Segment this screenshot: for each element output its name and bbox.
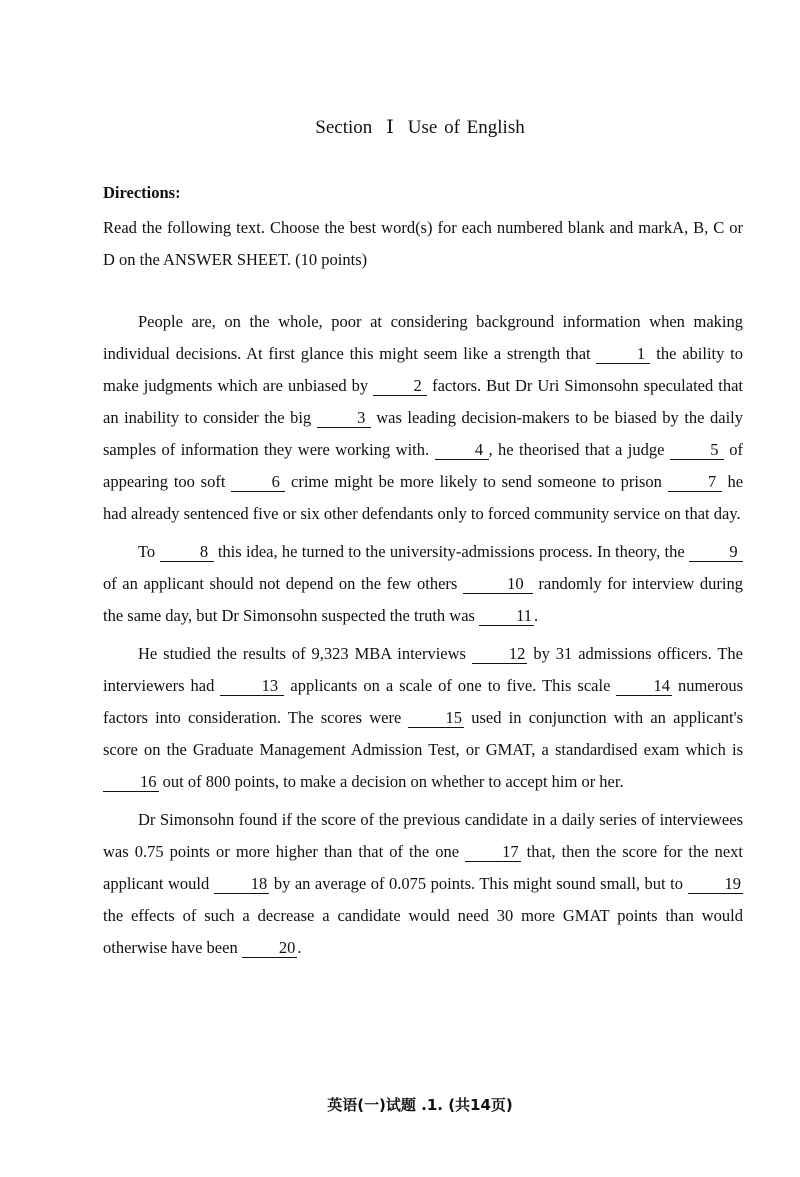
blank-17: 17 bbox=[465, 843, 521, 862]
passage-text: People are, on the whole, poor at considering background information when making individual decisions. At first glance this might seem like a strength that bbox=[103, 312, 743, 363]
passage-text: he had already sentenced five or six other defendants only to forced community service on that day. bbox=[103, 472, 744, 523]
passage-text: . bbox=[533, 606, 539, 625]
section-title bbox=[0, 116, 800, 139]
passage-text: crime might be more likely to send someone to prison bbox=[291, 472, 662, 491]
blank-3: 3 bbox=[317, 409, 371, 428]
blank-15: 15 bbox=[408, 709, 464, 728]
blank-18: 18 bbox=[214, 875, 270, 894]
passage-text: Dr Simonsohn found if the score of the previous candidate in a daily series of interviewees was 0.75 points or more higher than that of the one bbox=[103, 810, 743, 861]
blank-14: 14 bbox=[616, 677, 672, 696]
cloze-passage bbox=[103, 306, 743, 970]
passage-text: randomly for interview during the same day, but Dr Simonsohn suspected the truth was bbox=[103, 574, 743, 625]
section-label: Section bbox=[315, 117, 373, 138]
passage-text: used in conjunction with an applicant's score on the Graduate Management Admission Test, or GMAT, a standardised exam which is bbox=[103, 708, 743, 759]
passage-text: the effects of such a decrease a candidate would need 30 more GMAT points than would otherwise have been bbox=[103, 906, 743, 957]
blank-19: 19 bbox=[688, 875, 744, 894]
directions-text: Read the following text. Choose the best word(s) for each numbered blank and markA, B, C or D on the ANSWER SHEET. (10 points) bbox=[103, 218, 743, 269]
page-footer: 英语(一)试题 .1. (共14页) bbox=[327, 1096, 513, 1114]
passage-text: applicants on a scale of one to five. This scale bbox=[290, 676, 611, 695]
blank-16: 16 bbox=[103, 773, 159, 792]
directions-heading: Directions: bbox=[103, 183, 181, 202]
passage-text: . bbox=[297, 938, 302, 957]
passage-text: the ability to make judgments which are unbiased by bbox=[103, 344, 743, 395]
passage-text: this idea, he turned to the university-admissions process. In theory, the bbox=[217, 542, 685, 561]
passage-text: He studied the results of 9,323 MBA interviews bbox=[138, 644, 466, 663]
blank-8: 8 bbox=[160, 543, 214, 562]
paragraph-4 bbox=[103, 804, 743, 964]
passage-text: was leading decision-makers to be biased by the daily samples of information they were working with. bbox=[103, 408, 743, 459]
blank-7: 7 bbox=[668, 473, 722, 492]
section-number: Ⅰ bbox=[386, 117, 394, 138]
blank-12: 12 bbox=[472, 645, 528, 664]
passage-text: of appearing too soft bbox=[103, 440, 743, 491]
blank-6: 6 bbox=[231, 473, 285, 492]
blank-11: 11 bbox=[479, 607, 534, 626]
passage-text: To bbox=[138, 542, 156, 561]
blank-4: 4 bbox=[435, 441, 489, 460]
passage-text: that, then the score for the next applicant would bbox=[103, 842, 744, 893]
blank-1: 1 bbox=[596, 345, 650, 364]
blank-9: 9 bbox=[689, 543, 743, 562]
passage-text: of an applicant should not depend on the few others bbox=[103, 574, 458, 593]
passage-text: by an average of 0.075 points. This might sound small, but to bbox=[273, 874, 683, 893]
blank-2: 2 bbox=[373, 377, 427, 396]
blank-5: 5 bbox=[670, 441, 724, 460]
passage-text: out of 800 points, to make a decision on whether to accept him or her. bbox=[162, 772, 624, 791]
section-name: Use of English bbox=[407, 117, 525, 138]
blank-13: 13 bbox=[220, 677, 284, 696]
passage-text: numerous factors into consideration. The scores were bbox=[103, 676, 744, 727]
paragraph-3 bbox=[103, 638, 743, 798]
blank-10: 10 bbox=[463, 575, 533, 594]
passage-text: , he theorised that a judge bbox=[488, 440, 665, 459]
blank-20: 20 bbox=[242, 939, 298, 958]
passage-text: by 31 admissions officers. The interviewers had bbox=[103, 644, 743, 695]
paragraph-1 bbox=[103, 306, 743, 530]
paragraph-2 bbox=[103, 536, 743, 632]
passage-text: factors. But Dr Uri Simonsohn speculated that an inability to consider the big bbox=[103, 376, 743, 427]
